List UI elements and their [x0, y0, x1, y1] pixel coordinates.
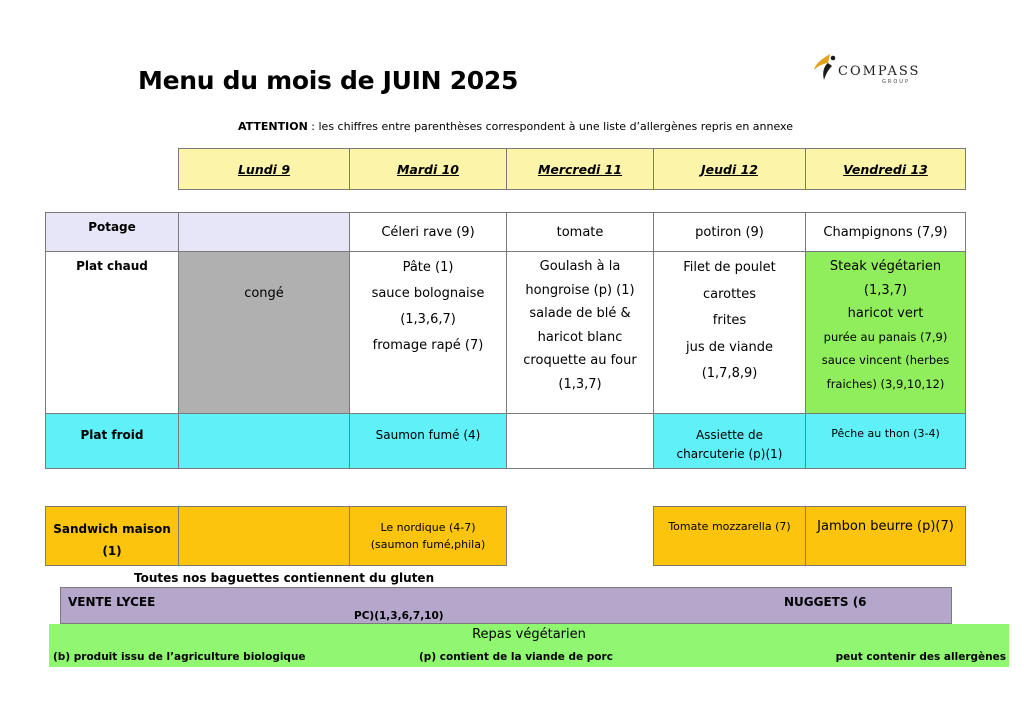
vente-lycee-label: VENTE LYCEE — [68, 595, 156, 609]
day-header-jeudi: Jeudi 12 — [653, 148, 806, 190]
plat-froid-mercredi — [506, 413, 654, 469]
sandwich-mardi: Le nordique (4-7) (saumon fumé,phila) — [349, 506, 507, 566]
dish-line: jus de viande — [686, 339, 773, 355]
day-header-mercredi: Mercredi 11 — [506, 148, 654, 190]
dish-line: (1,3,7) — [863, 282, 908, 298]
row-label-plat-froid: Plat froid — [45, 413, 179, 469]
dish-line: fraiches) (3,9,10,12) — [826, 376, 945, 391]
dish-line: purée au panais (7,9) — [823, 329, 948, 344]
attention-note — [238, 120, 793, 133]
attention-label: ATTENTION — [238, 120, 308, 133]
dish-line: Goulash à la — [539, 259, 621, 274]
day-header-vendredi: Vendredi 13 — [805, 148, 966, 190]
row-label-plat-chaud: Plat chaud — [45, 251, 179, 414]
plat-froid-lundi — [178, 413, 350, 469]
dish-line: haricot vert — [847, 306, 924, 321]
logo-subtitle: GROUP — [882, 79, 910, 85]
dish-line: frites — [712, 313, 747, 328]
plat-chaud-jeudi — [653, 251, 806, 414]
plat-chaud-lundi-conge: congé — [178, 251, 350, 414]
legend-allergenes: peut contenir des allergènes — [835, 651, 1006, 663]
day-header-mardi: Mardi 10 — [349, 148, 507, 190]
dish-line: Filet de poulet — [683, 260, 776, 275]
legend-bio: (b) produit issu de l’agriculture biologique — [53, 651, 306, 663]
legend-vegetarian: Repas végétarien — [472, 627, 586, 642]
dish-line: carottes — [702, 286, 757, 302]
vente-nuggets: NUGGETS (6 — [784, 595, 867, 609]
plat-chaud-vendredi — [805, 251, 966, 414]
dish-line: sauce vincent (herbes — [821, 353, 950, 367]
compass-logo — [810, 52, 940, 88]
vente-pc-allergens: PC)(1,3,6,7,10) — [354, 610, 444, 622]
attention-text: : les chiffres entre parenthèses correspondent à une liste d’allergènes repris en annexe — [307, 120, 793, 133]
dish-line: Steak végétarien — [829, 259, 942, 274]
plat-chaud-mercredi — [506, 251, 654, 414]
row-label-potage: Potage — [45, 212, 179, 252]
day-header-lundi: Lundi 9 — [178, 148, 350, 190]
dish-line: salade de blé & — [529, 306, 631, 321]
dish-line: sauce bolognaise — [371, 286, 485, 301]
row-label-sandwich: Sandwich maison (1) — [45, 506, 179, 566]
potage-mercredi: tomate — [506, 212, 654, 252]
legend-bar — [49, 624, 1009, 667]
dish-line: (1,3,6,7) — [400, 312, 456, 327]
dish-line: haricot blanc — [537, 329, 623, 345]
baguette-gluten-note: Toutes nos baguettes contiennent du gluten — [134, 571, 435, 585]
sandwich-vendredi: Jambon beurre (p)(7) — [805, 506, 966, 566]
plat-froid-jeudi: Assiette de charcuterie (p)(1) — [653, 413, 806, 469]
dish-line: fromage rapé (7) — [372, 338, 484, 353]
logo-wordmark: COMPASS — [838, 64, 921, 79]
potage-vendredi: Champignons (7,9) — [805, 212, 966, 252]
dish-line: (1,7,8,9) — [701, 366, 758, 381]
plat-froid-mardi: Saumon fumé (4) — [349, 413, 507, 469]
dish-line: Pâte (1) — [402, 260, 454, 275]
legend-porc: (p) contient de la viande de porc — [419, 651, 613, 663]
dish-line: croquette au four — [523, 353, 637, 368]
vente-lycee-bar — [60, 587, 952, 624]
page-title: Menu du mois de JUIN 2025 — [138, 66, 519, 95]
sandwich-lundi — [178, 506, 350, 566]
dish-line: hongroise (p) (1) — [525, 282, 635, 298]
potage-mardi: Céleri rave (9) — [349, 212, 507, 252]
plat-chaud-mardi — [349, 251, 507, 414]
potage-jeudi: potiron (9) — [653, 212, 806, 252]
sandwich-jeudi: Tomate mozzarella (7) — [653, 506, 806, 566]
potage-lundi — [178, 212, 350, 252]
dish-line: (1,3,7) — [558, 376, 602, 392]
plat-froid-vendredi: Pêche au thon (3-4) — [805, 413, 966, 469]
